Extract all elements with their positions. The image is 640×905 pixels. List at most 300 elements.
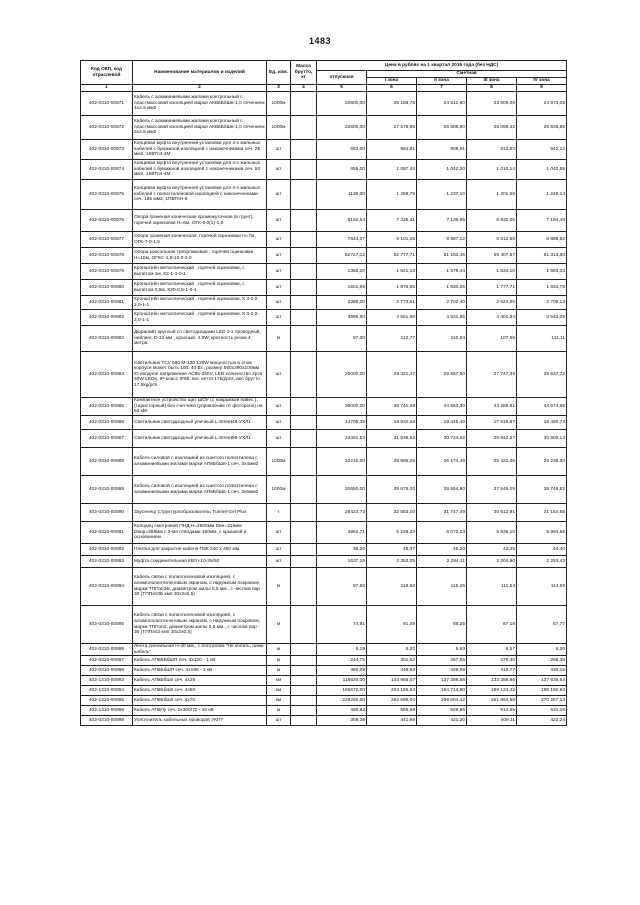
row-zone-1-price: 4 651,56 <box>367 310 417 326</box>
row-unit: шт <box>267 556 291 568</box>
row-zone-3-price: 8 612,56 <box>467 232 517 248</box>
row-unit: шт <box>267 544 291 556</box>
row-name: Плитка для закрытия кабеля ПЗК 240 х 480 мм. <box>133 544 267 556</box>
row-zone-4-price: 1 583,33 <box>517 264 567 280</box>
row-release-price: 22600,00 <box>317 116 367 140</box>
page-number: 1483 <box>308 36 332 46</box>
row-release-price: 39000,00 <box>317 398 367 416</box>
row-zone-4-price: 7 194,49 <box>517 210 567 232</box>
table-row <box>81 210 567 232</box>
row-zone-4-price: 114,59 <box>517 568 567 606</box>
row-name: Кабель с алюминиевыми жилами контрольный с пластмассовой изоляцией марки АКВвБбШв-1,0 сечением 3х2,5 мм2 <box>133 116 267 140</box>
row-zone-2-price: 31 747,49 <box>417 504 467 522</box>
table-row <box>81 232 567 248</box>
row-zone-3-price: 27 747,39 <box>467 352 517 398</box>
row-zone-2-price: 7 136,95 <box>417 210 467 232</box>
row-release-price: 358,38 <box>317 716 367 726</box>
row-release-price: 20800,00 <box>317 92 367 116</box>
row-mass <box>291 676 317 686</box>
table-row <box>81 430 567 448</box>
table-row <box>81 248 567 264</box>
row-name: Концевая муфта внутренней установки для 4-х жильных кабелей с полиэтиленовой изоляцией с наконечниками сеч. 185 мм2, 1ПВТпН-6 <box>133 180 267 210</box>
row-zone-2-price: 2 702,40 <box>417 296 467 310</box>
row-zone-4-price: 6,20 <box>517 644 567 656</box>
row-unit: шт <box>267 310 291 326</box>
table-row <box>81 160 567 180</box>
row-code: 402-0310-00892 <box>81 544 133 556</box>
row-code: 402-0310-00875 <box>81 180 133 210</box>
row-unit: шт <box>267 352 291 398</box>
row-zone-2-price: 115,26 <box>417 568 467 606</box>
table-row <box>81 606 567 644</box>
table-row <box>81 696 567 706</box>
row-mass <box>291 556 317 568</box>
row-zone-2-price: 421,20 <box>417 716 467 726</box>
row-zone-2-price: 45,20 <box>417 544 467 556</box>
row-release-price: 32650,00 <box>317 476 367 504</box>
row-zone-4-price: 87,77 <box>517 606 567 644</box>
row-mass <box>291 232 317 248</box>
row-release-price: 52727,12 <box>317 248 367 264</box>
row-zone-1-price: 62 777,71 <box>367 248 417 264</box>
table-row <box>81 686 567 696</box>
row-zone-3-price: 25 098,42 <box>467 116 517 140</box>
row-mass <box>291 210 317 232</box>
row-zone-3-price: 409,11 <box>467 716 517 726</box>
row-zone-3-price: 111,54 <box>467 568 517 606</box>
row-zone-2-price: 194 714,80 <box>417 686 467 696</box>
row-zone-1-price: 9 101,15 <box>367 232 417 248</box>
row-mass <box>291 504 317 522</box>
table-row <box>81 352 567 398</box>
row-code: 402-0310-00887 <box>81 430 133 448</box>
row-release-price: 5,19 <box>317 644 367 656</box>
row-mass <box>291 248 317 264</box>
row-release-price: 3996,60 <box>317 310 367 326</box>
row-zone-1-price: 39 675,00 <box>367 476 417 504</box>
row-unit: т <box>267 504 291 522</box>
row-code: 402-0310-00897 <box>81 656 133 666</box>
row-zone-3-price: 2 204,90 <box>467 556 517 568</box>
table-row <box>81 398 567 416</box>
row-zone-4-price: 18 490,74 <box>517 416 567 430</box>
row-code: 402-0310-00878 <box>81 248 133 264</box>
row-zone-4-price: 5 994,56 <box>517 522 567 544</box>
row-zone-2-price: 2 294,11 <box>417 556 467 568</box>
row-zone-4-price: 942,12 <box>517 140 567 160</box>
row-zone-4-price: 531,16 <box>517 706 567 716</box>
row-zone-2-price: 269 604,42 <box>417 696 467 706</box>
row-name: Муфта соединительная КВтп-10-25/50 <box>133 556 267 568</box>
row-zone-2-price: 1 579,44 <box>417 264 467 280</box>
row-code: 402-0310-00896 <box>81 644 133 656</box>
row-mass <box>291 280 317 296</box>
row-zone-2-price: 6 072,23 <box>417 522 467 544</box>
row-name: Кабель связи с полиэтиленовой изоляцией, с алюмополиэтиленовым экраном, с наружным покровом, марки ТППэпЗБ, диаметром жилы 0,5 мм., с числом пар - 30 (ТППэпЗБ кмп 30х2х0,5) <box>133 568 267 606</box>
row-unit: км <box>267 686 291 696</box>
row-code: 402-0310-00899 <box>81 716 133 726</box>
row-zone-3-price: 5 836,10 <box>467 522 517 544</box>
row-name: Светильник ТСУ 690 М-120 120W мощностью в этом корпусе может быть 100, 40 Вт., размер 590х390х100мм Ю входное напряжение АС85-250V, LED количество 2pcs 60W LEDs, IP-класс IP65, вес нетто 17kg/pcs, вес брутто 17,5kg/pcs <box>133 352 267 398</box>
row-zone-4-price: 44,40 <box>517 544 567 556</box>
row-zone-3-price: 279,40 <box>467 656 517 666</box>
row-mass <box>291 476 317 504</box>
row-mass <box>291 686 317 696</box>
row-unit: шт <box>267 140 291 160</box>
row-name: Кабель АПвБбШП сеч. 4х185 - 1 кВ <box>133 666 267 676</box>
row-code: 402-0310-00882 <box>81 310 133 326</box>
row-unit: м <box>267 606 291 644</box>
row-release-price: 229292,00 <box>317 696 367 706</box>
row-zone-3-price: 416,77 <box>467 666 517 676</box>
row-code: 402-0310-00895 <box>81 606 133 644</box>
row-release-price: 1362,20 <box>317 264 367 280</box>
table-row <box>81 92 567 116</box>
row-code: 402-0310-00874 <box>81 160 133 180</box>
row-code: 402-0310-00889 <box>81 476 133 504</box>
row-zone-1-price: 26 885,29 <box>367 448 417 476</box>
row-unit: 1000м <box>267 116 291 140</box>
row-mass <box>291 296 317 310</box>
row-name: Светильник светодиодный уличный L-Street48-УХЛ1 <box>133 416 267 430</box>
row-unit: м <box>267 568 291 606</box>
table-row <box>81 504 567 522</box>
row-zone-4-price: 30 800,14 <box>517 430 567 448</box>
row-mass <box>291 398 317 416</box>
row-zone-4-price: 8 888,92 <box>517 232 567 248</box>
row-zone-1-price: 118,92 <box>367 568 417 606</box>
row-zone-1-price: 1 269,75 <box>367 180 417 210</box>
row-unit: шт <box>267 430 291 448</box>
row-release-price: 14705,39 <box>317 416 367 430</box>
row-zone-1-price: 143 965,07 <box>367 676 417 686</box>
column-index: 8 <box>467 85 517 92</box>
row-code: 402-0310-00894 <box>81 568 133 606</box>
row-code: 402-0310-00885 <box>81 398 133 416</box>
row-zone-3-price: 514,65 <box>467 706 517 716</box>
row-zone-4-price: 422,24 <box>517 716 567 726</box>
row-zone-2-price: 809,61 <box>417 140 467 160</box>
row-name: Опора граненая коническая промежуточная (в грунт), горячей оцинковки Н=6м, ОГК-6,0(1)-1,5 <box>133 210 267 232</box>
row-mass <box>291 326 317 352</box>
row-name: Лента сигнальная Н-40 мм., с логотипом "Не копать, ниже кабель" <box>133 644 267 656</box>
row-release-price: 4862,71 <box>317 522 367 544</box>
column-index: 1 <box>81 85 133 92</box>
row-zone-4-price: 28 637,72 <box>517 352 567 398</box>
row-zone-4-price: 31 154,55 <box>517 504 567 522</box>
header-code: Код ОКП, код отраслевой <box>81 61 133 85</box>
table-row <box>81 522 567 544</box>
row-release-price: 855,00 <box>317 160 367 180</box>
row-zone-2-price: 4 531,95 <box>417 310 467 326</box>
row-zone-1-price: 6 229,23 <box>367 522 417 544</box>
row-code: 402-0310-00888 <box>81 448 133 476</box>
row-code: 402-0310-00873 <box>81 140 133 160</box>
column-index: 2 <box>133 85 267 92</box>
row-mass <box>291 544 317 556</box>
row-zone-3-price: 29 842,57 <box>467 430 517 448</box>
row-zone-4-price: 1 834,78 <box>517 280 567 296</box>
row-zone-2-price: 1 042,00 <box>417 160 467 180</box>
row-zone-3-price: 1 777,71 <box>467 280 517 296</box>
row-zone-4-price: 26 935,85 <box>517 116 567 140</box>
row-zone-1-price: 2 773,61 <box>367 296 417 310</box>
row-name: Кабель АПвБбШп сеч. 4х50 <box>133 686 267 696</box>
header-zone-2: II зона <box>417 78 467 85</box>
row-code: 402-0310-00891 <box>81 522 133 544</box>
row-zone-2-price: 30 724,62 <box>417 430 467 448</box>
row-code: 402-1310-00894 <box>81 686 133 696</box>
row-release-price: 6152,54 <box>317 210 367 232</box>
row-zone-1-price: 204 166,64 <box>367 686 417 696</box>
row-zone-1-price: 2 353,05 <box>367 556 417 568</box>
row-zone-1-price: 7 325,31 <box>367 210 417 232</box>
row-zone-4-price: 195 192,93 <box>517 686 567 696</box>
row-zone-3-price: 1 534,10 <box>467 264 517 280</box>
row-code: 402-0310-00872 <box>81 116 133 140</box>
row-zone-2-price: 18 445,40 <box>417 416 467 430</box>
row-unit: м <box>267 666 291 676</box>
row-zone-2-price: 28 557,50 <box>417 352 467 398</box>
row-code: 402-0310-00871 <box>81 92 133 116</box>
row-unit: шт <box>267 264 291 280</box>
row-release-price: 1136,00 <box>317 180 367 210</box>
row-code: 402-0310-00883 <box>81 326 133 352</box>
row-zone-2-price: 24 512,80 <box>417 92 467 116</box>
row-zone-3-price: 87,18 <box>467 606 517 644</box>
row-release-price: 25423,73 <box>317 504 367 522</box>
row-unit: шт <box>267 296 291 310</box>
row-name: Кабель АПвБбШп сеч. 4х70 <box>133 696 267 706</box>
row-release-price: 74,91 <box>317 606 367 644</box>
row-zone-1-price: 555,59 <box>367 706 417 716</box>
row-zone-3-price: 2 624,80 <box>467 296 517 310</box>
row-release-price: 1601,69 <box>317 280 367 296</box>
row-zone-3-price: 25 423,06 <box>467 448 517 476</box>
row-zone-1-price: 1 876,55 <box>367 280 417 296</box>
row-name: Колодец смотровой ПНД Н=2500мм Dвн=315мм Dвнр=368мм с 3-мя отводами 160мм, с крышкой и основанием <box>133 522 267 544</box>
row-mass <box>291 180 317 210</box>
row-zone-4-price: 270 267,13 <box>517 696 567 706</box>
row-code: 402-0310-00881 <box>81 296 133 310</box>
row-unit: км <box>267 696 291 706</box>
row-code: 402-0310-00893 <box>81 556 133 568</box>
row-zone-3-price: 4 401,84 <box>467 310 517 326</box>
row-release-price: 116620,00 <box>317 676 367 686</box>
row-release-price: 165672,00 <box>317 686 367 696</box>
row-zone-1-price: 441,68 <box>367 716 417 726</box>
row-mass <box>291 696 317 706</box>
row-zone-1-price: 32 583,10 <box>367 504 417 522</box>
header-zone-3: III зона <box>467 78 517 85</box>
row-zone-2-price: 529,86 <box>417 706 467 716</box>
table-row <box>81 310 567 326</box>
table-row <box>81 116 567 140</box>
row-unit: шт <box>267 398 291 416</box>
row-zone-3-price: 6 932,06 <box>467 210 517 232</box>
row-zone-1-price: 46,37 <box>367 544 417 556</box>
row-zone-2-price: 38 654,80 <box>417 476 467 504</box>
row-zone-4-price: 430,15 <box>517 666 567 676</box>
row-zone-3-price: 1 201,59 <box>467 180 517 210</box>
table-row <box>81 448 567 476</box>
row-zone-3-price: 30 512,91 <box>467 504 517 522</box>
row-zone-1-price: 282 695,04 <box>367 696 417 706</box>
row-release-price: 24491,53 <box>317 430 367 448</box>
column-index: 4 <box>291 85 317 92</box>
row-zone-4-price: 38 749,82 <box>517 476 567 504</box>
header-name: Наименование материалов и изделий <box>133 61 267 85</box>
row-name: Уплотнитель кабельных проводов УКПТ <box>133 716 267 726</box>
row-zone-4-price: 4 543,09 <box>517 310 567 326</box>
row-name: Концевая муфта внутренней установки для 4-х жильных кабелей с бумажной изоляцией с наконечниками сеч. 25 мм2, 1КВТп4-4М <box>133 140 267 160</box>
row-release-price: 22210,00 <box>317 448 367 476</box>
table-body <box>81 92 567 726</box>
row-code: 402-0310-00898 <box>81 666 133 676</box>
row-name: Заусенец/ Структурообразователь Tunnel-Gel Plus <box>133 504 267 522</box>
row-zone-2-price: 44 563,30 <box>417 398 467 416</box>
header-mass: Масса брутто, кг <box>291 61 317 85</box>
row-zone-4-price: 61 313,60 <box>517 248 567 264</box>
table-row <box>81 716 567 726</box>
row-name: Кабель АПвБбШп сеч. 4х25 <box>133 676 267 686</box>
row-zone-2-price: 88,25 <box>417 606 467 644</box>
row-mass <box>291 310 317 326</box>
row-release-price: 36,20 <box>317 544 367 556</box>
table-row <box>81 666 567 676</box>
table-header <box>81 61 567 92</box>
row-code: 402-0310-00880 <box>81 280 133 296</box>
row-zone-2-price: 8 887,12 <box>417 232 467 248</box>
row-zone-3-price: 43 285,91 <box>467 398 517 416</box>
row-mass <box>291 264 317 280</box>
row-name: Кабель силовой с изоляцией из сшитого полиэтилена с алюминиевыми жилами марки АПвБбШв-1 сеч. 3х6мм2 <box>133 476 267 504</box>
row-zone-4-price: 1 042,55 <box>517 160 567 180</box>
row-mass <box>291 568 317 606</box>
row-zone-3-price: 43,45 <box>467 544 517 556</box>
row-name: Светильник светодиодный уличный L-Street96-УХЛ1 <box>133 430 267 448</box>
row-code: 402-1310-00895 <box>81 696 133 706</box>
row-zone-3-price: 6,57 <box>467 644 517 656</box>
row-zone-1-price: 6,20 <box>367 644 417 656</box>
row-zone-1-price: 18 932,22 <box>367 416 417 430</box>
column-index: 3 <box>267 85 291 92</box>
row-zone-1-price: 449,92 <box>367 666 417 676</box>
row-name: Кабель с алюминиевыми жилами контрольный с пластмассовой изоляцией марки АКВвБбШв-1,0 сечением 4х2,5 мм2 <box>133 92 267 116</box>
row-unit: шт <box>267 416 291 430</box>
row-unit: 1000м <box>267 448 291 476</box>
table-row <box>81 140 567 160</box>
row-unit: шт <box>267 522 291 544</box>
row-release-price: 2386,00 <box>317 296 367 310</box>
table-row <box>81 676 567 686</box>
row-release-price: 683,00 <box>317 140 367 160</box>
row-zone-2-price: 1 237,10 <box>417 180 467 210</box>
row-zone-2-price: 1 830,26 <box>417 280 467 296</box>
table-row <box>81 476 567 504</box>
row-zone-2-price: 110,84 <box>417 326 467 352</box>
row-zone-4-price: 24 573,05 <box>517 92 567 116</box>
row-zone-2-price: 26 808,80 <box>417 116 467 140</box>
row-zone-4-price: 2 709,13 <box>517 296 567 310</box>
table-row <box>81 280 567 296</box>
column-index: 9 <box>517 85 567 92</box>
row-unit: шт <box>267 248 291 264</box>
row-zone-3-price: 37 545,09 <box>467 476 517 504</box>
row-mass <box>291 606 317 644</box>
row-zone-3-price: 17 915,87 <box>467 416 517 430</box>
row-unit: 1000м <box>267 92 291 116</box>
row-zone-1-price: 964,81 <box>367 140 417 160</box>
row-zone-4-price: 2 253,43 <box>517 556 567 568</box>
row-unit: шт <box>267 280 291 296</box>
table-row <box>81 544 567 556</box>
row-mass <box>291 416 317 430</box>
row-zone-4-price: 288,36 <box>517 656 567 666</box>
row-zone-1-price: 31 535,52 <box>367 430 417 448</box>
column-index: 6 <box>367 85 417 92</box>
row-unit: шт <box>267 180 291 210</box>
row-name: Кронштейн металлический , горячей оцинковки, К 3-2,0-2,0-1-1 <box>133 296 267 310</box>
header-zone-1: I зона <box>367 78 417 85</box>
row-zone-4-price: 26 238,83 <box>517 448 567 476</box>
row-zone-2-price: 5,63 <box>417 644 467 656</box>
header-zone-4: IV зона <box>517 78 567 85</box>
row-zone-3-price: 261 864,58 <box>467 696 517 706</box>
row-release-price: 365,09 <box>317 666 367 676</box>
row-name: Дюралайт круглый со светодиодами LED 3-х проводный, нейлинг, D-13 мм , красный, 4,8W, кратность резки 4 метра <box>133 326 267 352</box>
row-name: Опора консольная трехрожковая , горячей оцинковки Н=10м, ОГКС-1,8-10,0-2,0 <box>133 248 267 264</box>
row-release-price: 7644,07 <box>317 232 367 248</box>
table-row <box>81 556 567 568</box>
header-release: отпускная <box>317 71 367 85</box>
table-row <box>81 264 567 280</box>
row-zone-1-price: 27 578,95 <box>367 116 417 140</box>
row-zone-1-price: 29 321,47 <box>367 352 417 398</box>
row-mass <box>291 666 317 676</box>
row-code: 402-0310-00886 <box>81 416 133 430</box>
table-row <box>81 644 567 656</box>
row-zone-4-price: 111,11 <box>517 326 567 352</box>
row-mass <box>291 716 317 726</box>
row-zone-1-price: 1 621,13 <box>367 264 417 280</box>
row-name: Кабель связи с полиэтиленовой изоляцией, с алюмополиэтиленовым экраном, с наружным покровом, марки ТППэпЗ, диаметром жилы 0,5 мм., с числом пар - 30 (ТППэпЗ кмп 30х2х0,5) <box>133 606 267 644</box>
row-code: 402-0310-00884 <box>81 352 133 398</box>
table-row <box>81 706 567 716</box>
row-zone-2-price: 287,65 <box>417 656 467 666</box>
row-zone-4-price: 1 249,14 <box>517 180 567 210</box>
row-mass <box>291 140 317 160</box>
row-name: Опора граненая коническая, горячей оцинковки Н=7м, ОГК-7-0-1,5 <box>133 232 267 248</box>
row-zone-4-price: 44 674,85 <box>517 398 567 416</box>
row-zone-1-price: 45 741,49 <box>367 398 417 416</box>
row-code: 402-1310-00896 <box>81 706 133 716</box>
row-unit: м <box>267 326 291 352</box>
column-index: 7 <box>417 85 467 92</box>
row-name: Кабель АПвПу сеч. 1х300/70 - 10 кВ <box>133 706 267 716</box>
row-unit: 1000м <box>267 476 291 504</box>
row-release-price: 450,83 <box>317 706 367 716</box>
row-unit: м <box>267 706 291 716</box>
row-mass <box>291 644 317 656</box>
row-code: 402-0310-00890 <box>81 504 133 522</box>
row-zone-1-price: 301,62 <box>367 656 417 666</box>
row-mass <box>291 656 317 666</box>
row-mass <box>291 430 317 448</box>
row-mass <box>291 92 317 116</box>
row-zone-3-price: 133 358,96 <box>467 676 517 686</box>
row-zone-2-price: 26 174,49 <box>417 448 467 476</box>
